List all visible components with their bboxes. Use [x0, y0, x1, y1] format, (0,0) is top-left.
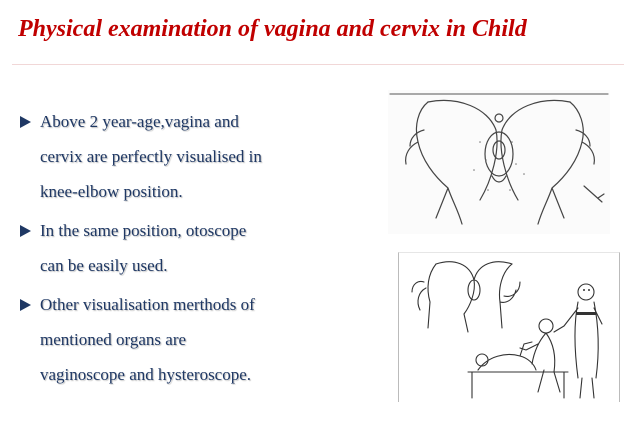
- bullet-line: cervix are perfectly visualised in: [40, 147, 262, 166]
- right-arrow-bullet-icon: [20, 225, 31, 237]
- bullet-line: In the same position, otoscope: [40, 221, 247, 240]
- knee-elbow-exam-drawing: [388, 90, 610, 234]
- bullet-list: [20, 104, 350, 392]
- bullet-item: [20, 213, 350, 283]
- slide-title: Physical examination of vagina and cervix in Child: [18, 16, 527, 42]
- right-arrow-bullet-icon: [20, 116, 31, 128]
- bullet-line: vaginoscope and hysteroscope.: [40, 365, 252, 384]
- title-divider: [12, 64, 624, 65]
- bullet-line: Above 2 year-age,vagina and: [40, 112, 239, 131]
- right-arrow-bullet-icon: [20, 299, 31, 311]
- figure-frame: [398, 252, 620, 402]
- bullet-line: Other visualisation merthods of: [40, 295, 255, 314]
- bullet-line: can be easily used.: [40, 256, 168, 275]
- bullet-item: [20, 104, 350, 209]
- bullet-item: [20, 287, 350, 392]
- knee-elbow-exam-illustration: [388, 90, 610, 234]
- examination-scene-illustration: [398, 252, 620, 402]
- bullet-line: knee-elbow position.: [40, 182, 183, 201]
- bullet-line: mentioned organs are: [40, 330, 187, 349]
